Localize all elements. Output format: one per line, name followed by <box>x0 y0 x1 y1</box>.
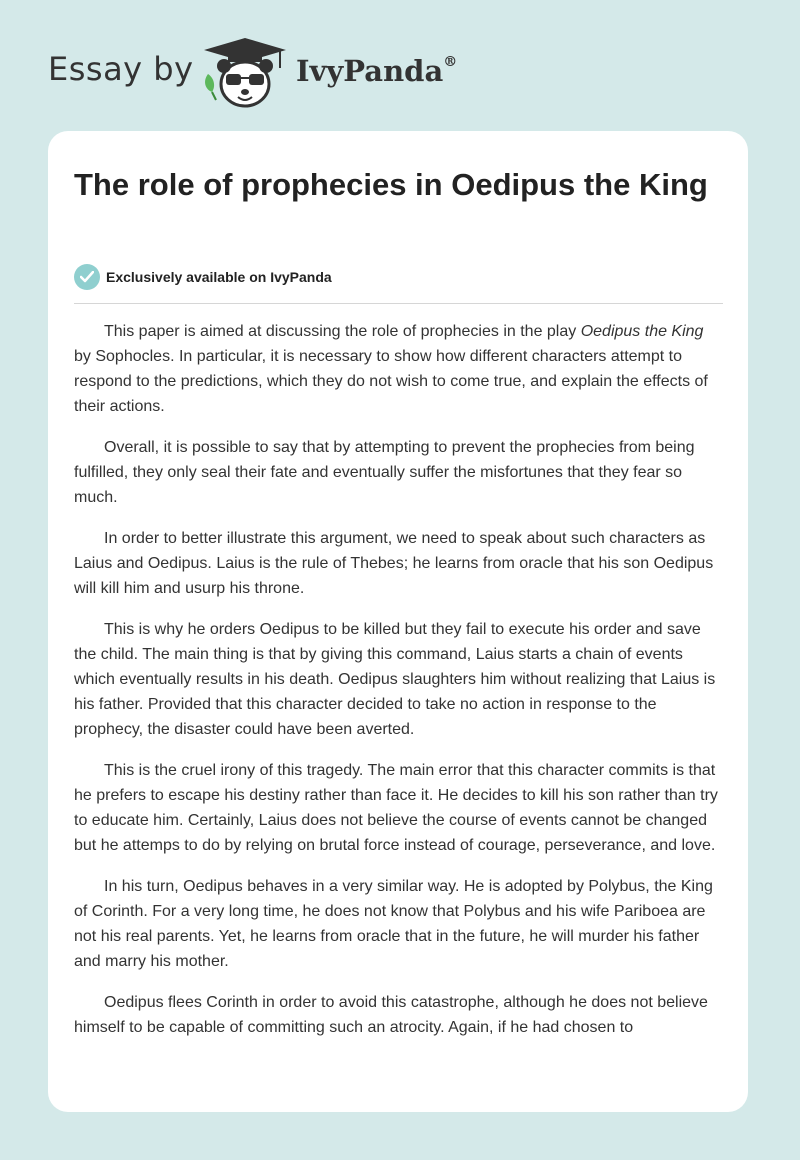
check-circle-icon <box>74 264 100 290</box>
exclusive-badge <box>74 264 474 290</box>
paragraph: Oedipus flees Corinth in order to avoid this catastrophe, although he does not believe himself to be capable of committing such an atrocity. Again, if he had chosen to <box>74 994 708 1036</box>
article-title: The role of prophecies in Oedipus the King <box>74 167 708 202</box>
registered-mark: ® <box>443 54 458 71</box>
paragraph: This paper is aimed at discussing the role of prophecies in the play Oedipus the King by Sophocles. In particular, it is necessary to show how different characters attempt to respond to the predictions, which they do not wish to come true, and explain the effects of their actions. <box>74 323 708 415</box>
play-title: Oedipus the King <box>580 323 704 340</box>
brand-name[interactable]: IvyPanda® <box>296 54 458 88</box>
paragraph: This is the cruel irony of this tragedy. The main error that this character commits is that he prefers to escape his destiny rather than face it. He decides to kill his son rather than try to educate him. Certainly, Laius does not believe the course of events cannot be changed but he attemps to do by relying on brutal force instead of courage, perseverance, and love. <box>74 762 718 854</box>
article-card <box>48 131 748 1112</box>
paragraph: In his turn, Oedipus behaves in a very similar way. He is adopted by Polybus, the King of Corinth. For a very long time, he does not know that Polybus and his wife Pariboea are not his real parents. Yet, he learns from oracle that in the future, he will murder his father and marry his mother. <box>74 878 713 970</box>
paragraph: This is why he orders Oedipus to be killed but they fail to execute his order and save the child. The main thing is that by giving this command, Laius starts a chain of events which eventually results in his death. Oedipus slaughters him without realizing that Laius is his father. Provided that this character decided to take no action in response to the prophecy, the disaster could have been averted. <box>74 621 716 738</box>
article-body <box>74 319 724 1056</box>
site-header <box>48 34 548 114</box>
essay-by-label: Essay by <box>48 50 194 88</box>
panda-logo-icon[interactable] <box>200 34 290 110</box>
paragraph: In order to better illustrate this argument, we need to speak about such characters as Laius and Oedipus. Laius is the rule of Thebes; he learns from oracle that his son Oedipus will kill him and usurp his throne. <box>74 530 714 597</box>
divider <box>74 303 723 304</box>
paragraph: Overall, it is possible to say that by attempting to prevent the prophecies from being fulfilled, they only seal their fate and eventually suffer the misfortunes that they fear so much. <box>74 439 695 506</box>
exclusive-badge-text: Exclusively available on IvyPanda <box>106 269 332 285</box>
